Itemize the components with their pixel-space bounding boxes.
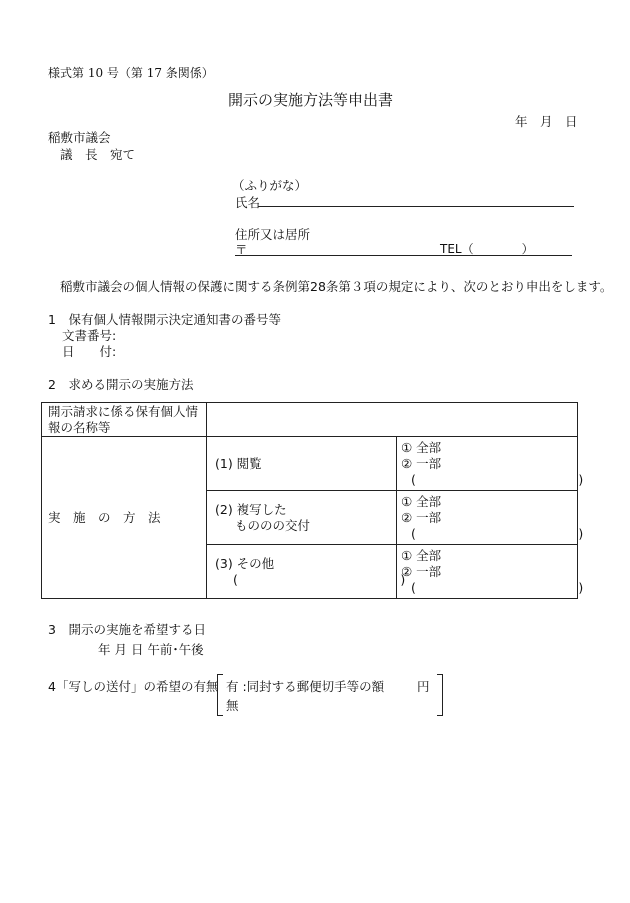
address-label: 住所又は居所	[235, 227, 311, 242]
method-2-label	[207, 491, 397, 545]
furigana-label: （ふりがな）	[232, 178, 308, 193]
send-copy-no[interactable]: 無	[226, 698, 239, 713]
intro-text: 稲敷市議会の個人情報の保護に関する条例第28条第３項の規定により、次のとおり申出をします。	[60, 279, 613, 294]
info-name-field[interactable]	[207, 403, 578, 437]
addressee-council: 稲敷市議会	[48, 130, 111, 145]
section2-heading: 2 求める開示の実施方法	[48, 377, 194, 392]
info-name-label-line2: 報の名称等	[48, 419, 111, 435]
tel-label: TEL（ ）	[440, 242, 534, 256]
method-2-title-cont: もののの交付	[235, 517, 311, 533]
method-1-options	[397, 437, 584, 491]
section4-heading: 4「写しの送付」の希望の有無	[48, 679, 219, 694]
method-table	[41, 402, 584, 599]
name-label: 氏名	[235, 195, 261, 210]
method-2-option-part[interactable]: ② 一部	[401, 509, 442, 525]
method-2-paren[interactable]: ( )	[411, 525, 584, 541]
desired-date-line[interactable]: 年 月 日 午前･午後	[98, 642, 204, 657]
section3-heading: 3 開示の実施を希望する日	[48, 622, 206, 637]
method-row	[42, 437, 578, 491]
page-title: 開示の実施方法等申出書	[228, 91, 394, 109]
section1-heading: 1 保有個人情報開示決定通知書の番号等	[48, 312, 281, 327]
method-1-option-part[interactable]: ② 一部	[401, 455, 442, 471]
info-name-label-line1: 開示請求に係る保有個人情	[48, 403, 199, 419]
date-line: 年 月 日	[515, 114, 578, 129]
bracket-right	[437, 674, 443, 716]
method-3-option-part[interactable]: ② 一部	[401, 563, 442, 579]
method-1-title: (1) 閲覧	[215, 455, 262, 471]
method-label: 実 施 の 方 法	[42, 437, 207, 599]
method-3-options	[397, 545, 584, 599]
postal-mark: 〒	[235, 242, 248, 257]
send-copy-yes[interactable]: 有 :同封する郵便切手等の額	[226, 679, 385, 694]
method-2-options	[397, 491, 584, 545]
info-name-row	[42, 403, 578, 437]
method-3-paren[interactable]: ( )	[411, 579, 584, 595]
method-3-label	[207, 545, 406, 599]
method-1-paren[interactable]: ( )	[411, 471, 584, 487]
bracket-left	[217, 674, 223, 716]
method-1-label	[207, 437, 397, 491]
form-number: 様式第 10 号（第 17 条関係）	[48, 66, 214, 80]
info-name-label	[42, 403, 207, 437]
doc-number-label: 文書番号:	[62, 328, 117, 343]
yen-label: 円	[417, 679, 430, 694]
notice-date-label: 日 付:	[62, 344, 117, 359]
method-3-option-all[interactable]: ① 全部	[401, 547, 442, 563]
method-2-option-all[interactable]: ① 全部	[401, 493, 442, 509]
name-field[interactable]	[258, 206, 574, 207]
method-3-title: (3) その他	[215, 555, 275, 571]
method-2-title: (2) 複写した	[215, 501, 287, 517]
method-1-option-all[interactable]: ① 全部	[401, 439, 442, 455]
addressee-recipient: 議 長 宛て	[60, 147, 136, 162]
address-field[interactable]	[235, 255, 572, 256]
method-3-other-field[interactable]: ( )	[233, 571, 406, 587]
